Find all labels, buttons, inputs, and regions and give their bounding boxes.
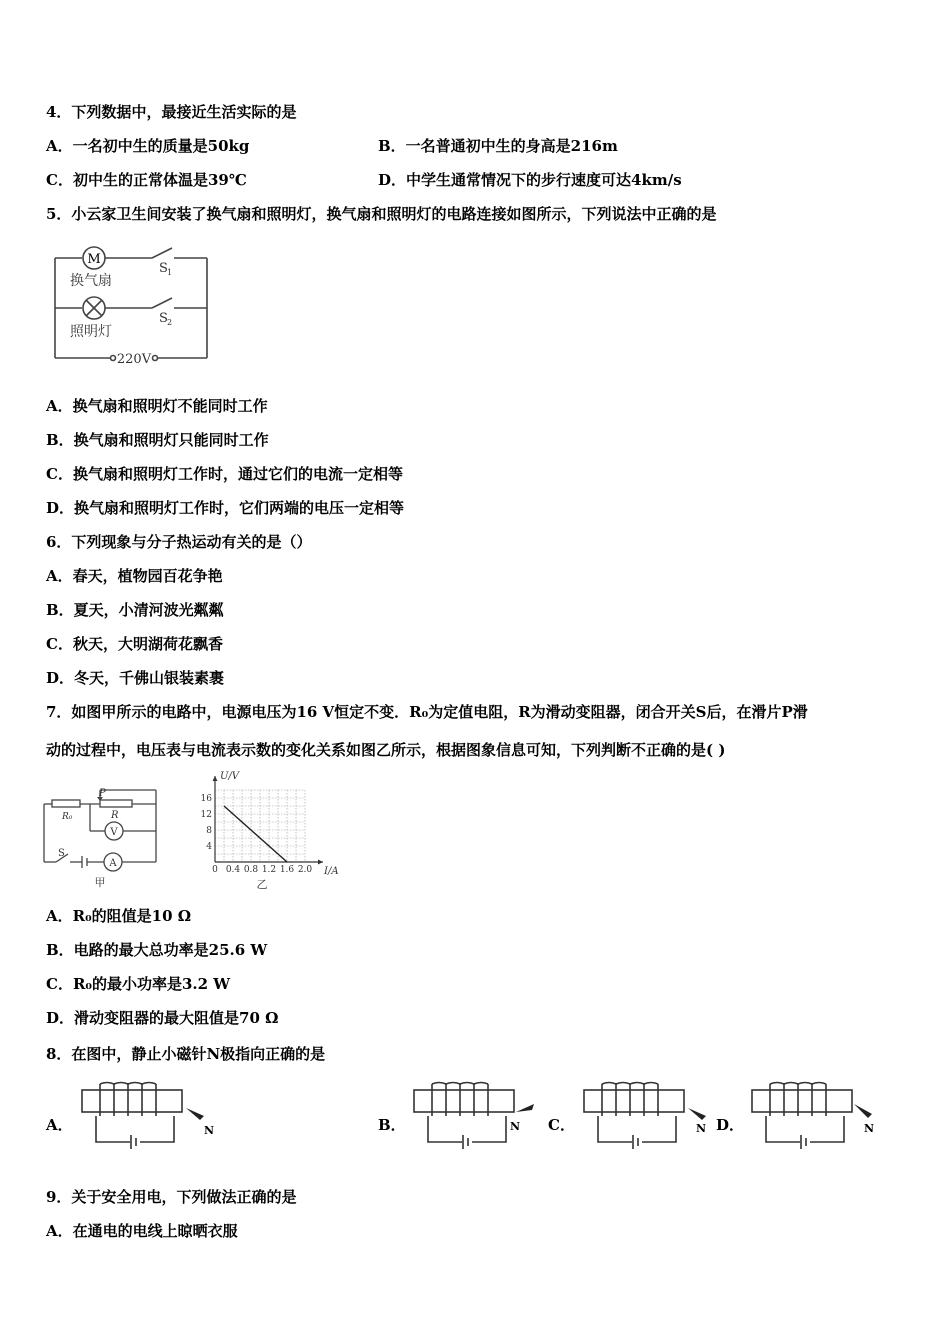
x-tick-label: 0.8 <box>243 865 259 875</box>
x-tick-label: 2.0 <box>297 865 313 875</box>
compass-n-label: N <box>864 1122 875 1135</box>
slider-p-label: P <box>99 788 106 799</box>
q8-option-d-label: D． <box>716 1116 745 1134</box>
compass-n-label: N <box>696 1122 707 1135</box>
q8-option-b-label: B． <box>378 1116 406 1134</box>
x-axis-label: I/A <box>324 866 339 877</box>
q8-option-a-label: A． <box>46 1116 73 1134</box>
x-tick-label: 1.6 <box>279 865 295 875</box>
switch-s2-sub: 2 <box>167 318 173 327</box>
y-tick-label: 16 <box>200 794 212 804</box>
r0-label: R₀ <box>62 812 73 822</box>
y-axis-label: U/V <box>220 771 240 782</box>
q4-option-a: A．一名初中生的质量是50kg <box>46 137 250 155</box>
q4-stem: 4．下列数据中，最接近生活实际的是 <box>46 103 297 121</box>
q6-option-a: A．春天，植物园百花争艳 <box>46 567 223 585</box>
q8-option-b-figure <box>410 1082 550 1148</box>
q7-ui-chart <box>200 770 348 892</box>
q8-option-a-figure <box>78 1082 218 1148</box>
series-line <box>224 806 287 862</box>
q6-option-c: C．秋天，大明湖荷花飘香 <box>46 635 223 653</box>
y-tick-label: 8 <box>206 826 212 836</box>
voltmeter-label: V <box>110 827 118 838</box>
y-tick-label: 12 <box>200 810 212 820</box>
x-tick-label: 1.2 <box>261 865 277 875</box>
motor-label: M <box>87 252 101 267</box>
ammeter-label: A <box>109 858 117 869</box>
q6-option-d: D．冬天，千佛山银装素裹 <box>46 669 225 687</box>
q7-stem-line2: 动的过程中，电压表与电流表示数的变化关系如图乙所示，根据图象信息可知，下列判断不正确的是( ) <box>46 741 726 759</box>
q5-option-c: C．换气扇和照明灯工作时，通过它们的电流一定相等 <box>46 465 403 483</box>
fan-label: 换气扇 <box>70 273 112 289</box>
switch-s2-label: S <box>159 311 168 326</box>
supply-label: 220V <box>116 352 152 367</box>
q9-stem: 9．关于安全用电，下列做法正确的是 <box>46 1188 297 1206</box>
y-tick-label: 4 <box>206 842 212 852</box>
x-axis-arrow <box>318 860 323 865</box>
q5-stem: 5．小云家卫生间安装了换气扇和照明灯，换气扇和照明灯的电路连接如图所示，下列说法中正确的是 <box>46 205 717 223</box>
q4-option-b: B．一名普通初中生的身高是216m <box>378 137 618 155</box>
lamp-label: 照明灯 <box>70 324 112 340</box>
switch-s1-label: S <box>159 261 168 276</box>
rheostat-label: R <box>111 810 119 821</box>
q6-stem: 6．下列现象与分子热运动有关的是（） <box>46 533 312 551</box>
figure-yi-caption: 乙 <box>256 878 268 891</box>
q6-option-b: B．夏天，小清河波光粼粼 <box>46 601 224 619</box>
q7-option-c: C．R₀的最小功率是3.2 W <box>46 975 231 993</box>
compass-n-label: N <box>510 1120 521 1133</box>
q4-option-c: C．初中生的正常体温是39℃ <box>46 171 247 189</box>
x-tick-label: 0 <box>212 865 218 875</box>
q8-option-c-label: C． <box>548 1116 575 1134</box>
switch-label: S <box>58 848 65 859</box>
q9-option-a: A．在通电的电线上晾晒衣服 <box>46 1222 238 1240</box>
q4-option-d: D．中学生通常情况下的步行速度可达4km/s <box>378 171 682 189</box>
switch-s1-sub: 1 <box>167 268 173 277</box>
q7-circuit-figure <box>40 784 164 892</box>
q7-option-d: D．滑动变阻器的最大阻值是70 Ω <box>46 1009 279 1027</box>
q8-option-d-figure <box>748 1082 888 1148</box>
y-axis-arrow <box>213 776 218 781</box>
q5-circuit-figure <box>52 244 212 368</box>
x-tick-label: 0.4 <box>225 865 241 875</box>
q7-stem-line1: 7．如图甲所示的电路中，电源电压为16 V恒定不变．R₀为定值电阻，R为滑动变阻器，闭合开关S后，在滑片P滑 <box>46 703 808 721</box>
q8-stem: 8．在图中，静止小磁针N极指向正确的是 <box>46 1045 326 1063</box>
q5-option-d: D．换气扇和照明灯工作时，它们两端的电压一定相等 <box>46 499 405 517</box>
compass-n-label: N <box>204 1124 215 1137</box>
q7-option-a: A．R₀的阻值是10 Ω <box>46 907 192 925</box>
figure-jia-caption: 甲 <box>94 876 106 889</box>
q5-option-b: B．换气扇和照明灯只能同时工作 <box>46 431 269 449</box>
q5-option-a: A．换气扇和照明灯不能同时工作 <box>46 397 268 415</box>
q7-option-b: B．电路的最大总功率是25.6 W <box>46 941 268 959</box>
q8-option-c-figure <box>580 1082 720 1148</box>
